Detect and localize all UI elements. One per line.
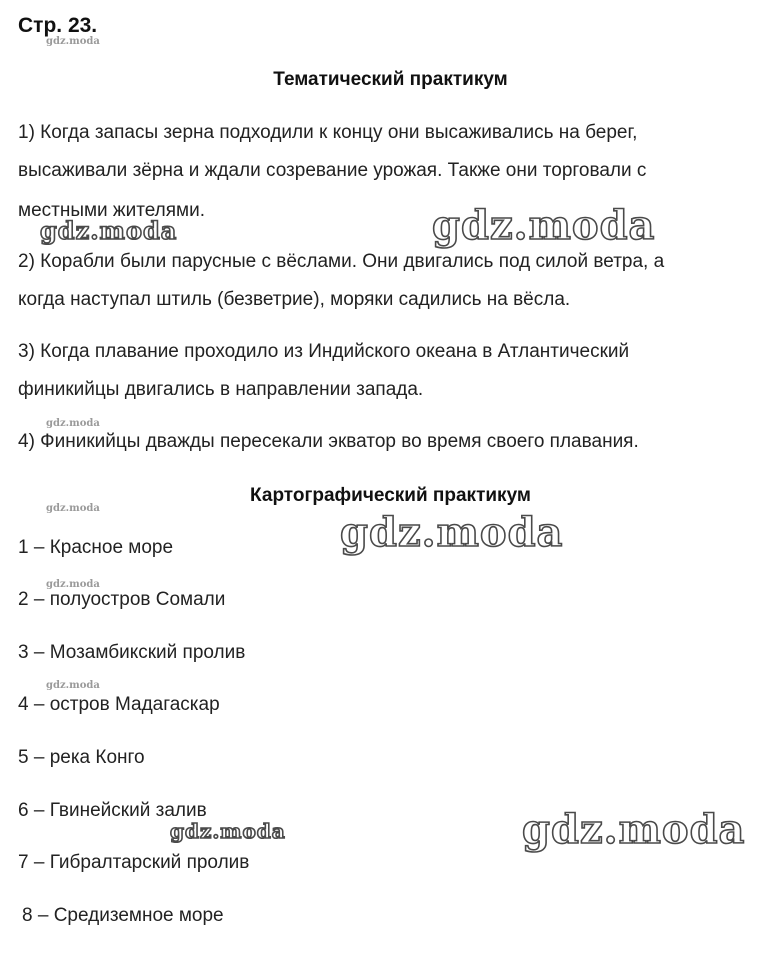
watermark-logo: gdz.moda (46, 680, 100, 691)
thematic-item-1-line-3: местными жителями. (18, 200, 206, 221)
cartographic-item-2: 2 – полуостров Сомали (18, 589, 226, 610)
cartographic-section-title: Картографический практикум (250, 485, 531, 506)
thematic-item-2-line-1: 2) Корабли были парусные с вёслами. Они двигались под силой ветра, а (18, 251, 665, 272)
watermark-logo: gdz.moda (46, 579, 100, 590)
cartographic-item-6: 6 – Гвинейский залив (18, 800, 207, 821)
cartographic-item-5: 5 – река Конго (18, 747, 145, 768)
cartographic-item-8: 8 – Средиземное море (22, 905, 224, 926)
cartographic-item-4: 4 – остров Мадагаскар (18, 694, 220, 715)
watermark-logo: gdz.moda (340, 509, 564, 556)
thematic-item-2-line-2: когда наступал штиль (безветрие), моряки садились на вёсла. (18, 289, 571, 310)
watermark-logo: gdz.moda (46, 503, 100, 514)
cartographic-item-3: 3 – Мозамбикский пролив (18, 642, 246, 663)
thematic-item-3-line-2: финикийцы двигались в направлении запада. (18, 379, 424, 400)
thematic-item-1-line-2: высаживали зёрна и ждали созревание урожая. Также они торговали с (18, 160, 647, 181)
watermark-logo: gdz.moda (432, 202, 656, 249)
watermark-logo: gdz.moda (46, 36, 100, 47)
watermark-logo: gdz.moda (40, 216, 178, 245)
thematic-section-title: Тематический практикум (273, 69, 508, 90)
thematic-item-1-line-1: 1) Когда запасы зерна подходили к концу они высаживались на берег, (18, 122, 638, 143)
watermark-logo: gdz.moda (46, 418, 100, 429)
page-number: Стр. 23. (18, 14, 98, 37)
watermark-logo: gdz.moda (170, 819, 286, 843)
watermark-logo: gdz.moda (522, 806, 746, 853)
cartographic-item-1: 1 – Красное море (18, 537, 174, 558)
cartographic-item-7: 7 – Гибралтарский пролив (18, 852, 250, 873)
thematic-item-3-line-1: 3) Когда плавание проходило из Индийского океана в Атлантический (18, 341, 630, 362)
thematic-item-4-line-1: 4) Финикийцы дважды пересекали экватор во время своего плавания. (18, 431, 639, 452)
